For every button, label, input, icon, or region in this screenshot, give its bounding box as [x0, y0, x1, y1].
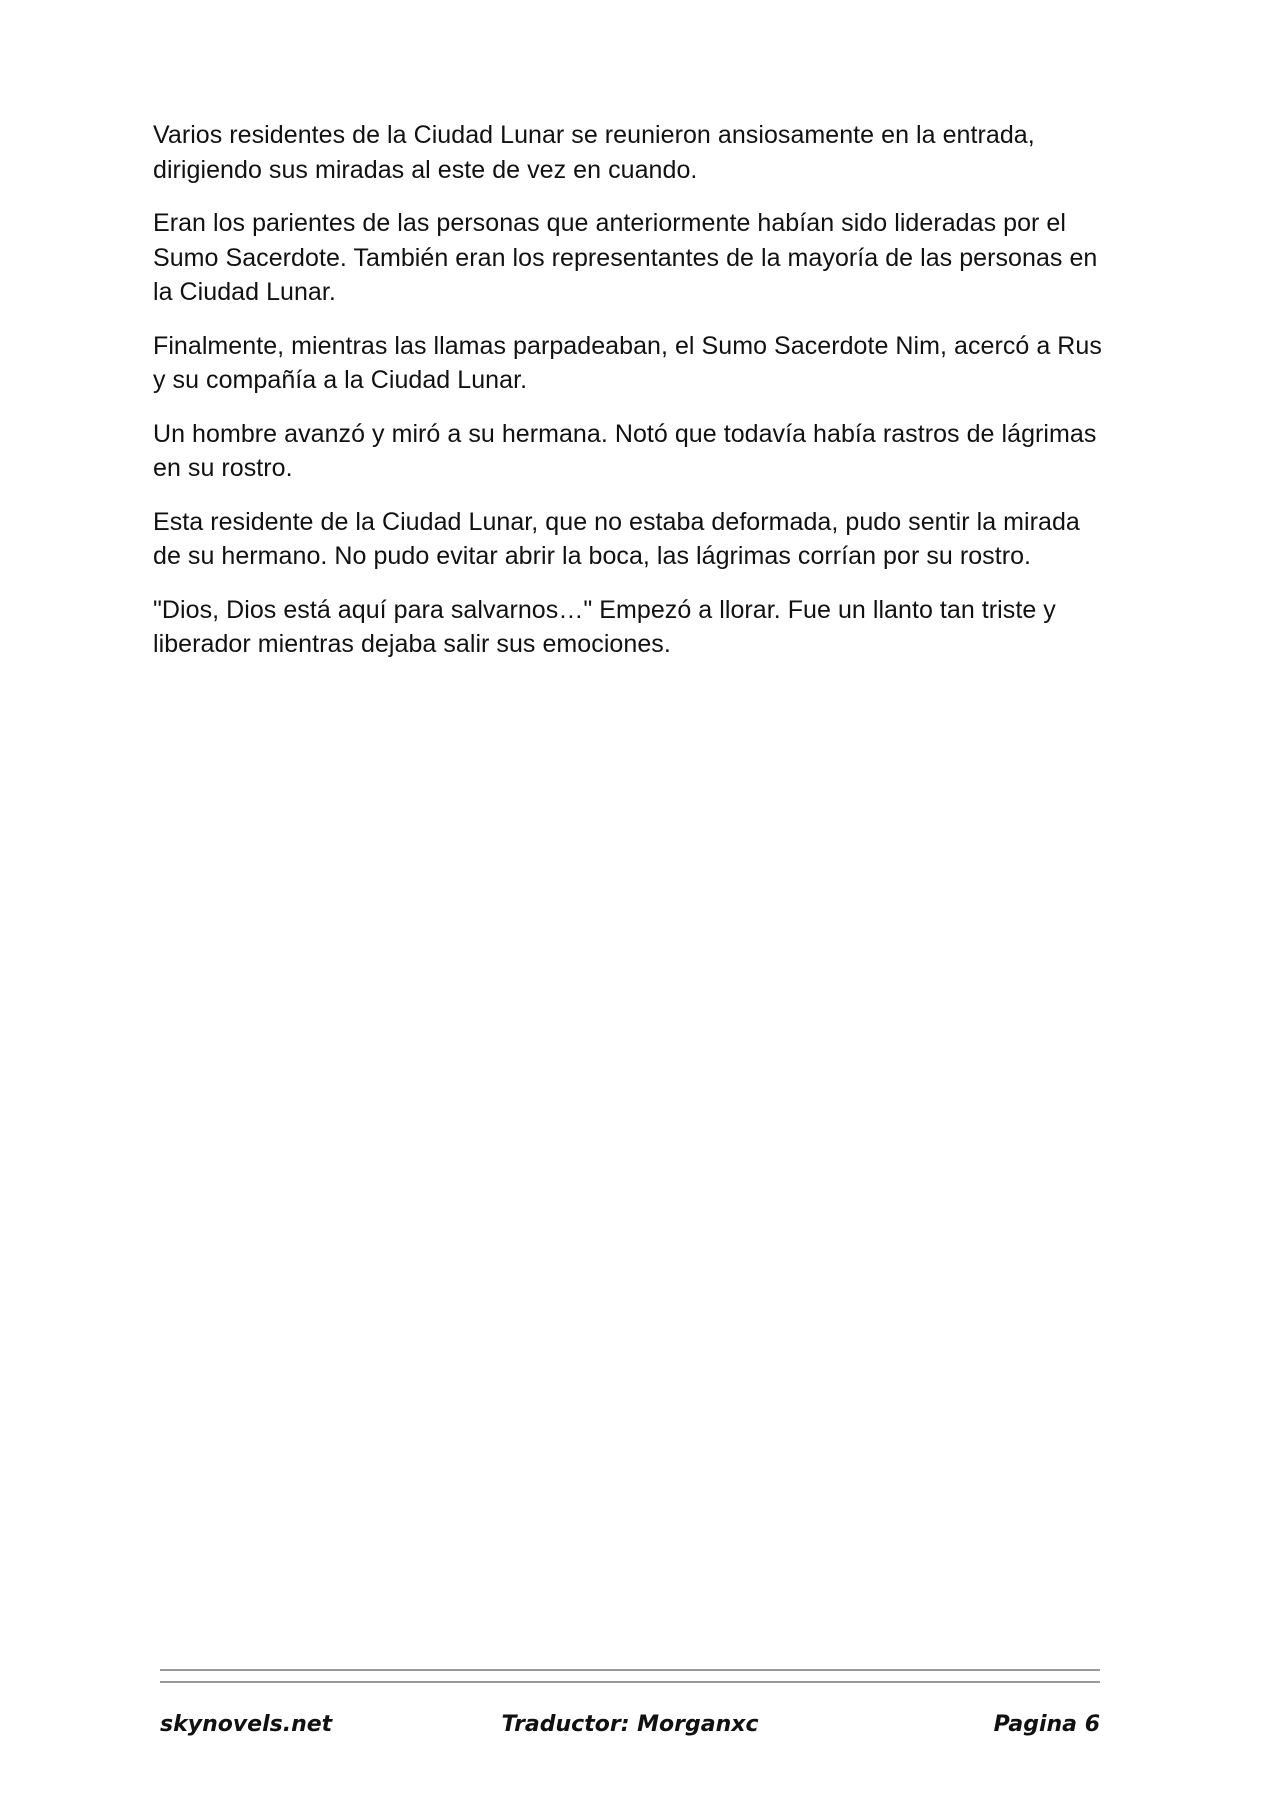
paragraph: Finalmente, mientras las llamas parpadeaban, el Sumo Sacerdote Nim, acercó a Rus y su compañía a la Ciudad Lunar. [153, 331, 1102, 394]
paragraph: Esta residente de la Ciudad Lunar, que no estaba deformada, pudo sentir la mirada de su hermano. No pudo evitar abrir la boca, las lágrimas corrían por su rostro. [153, 507, 1080, 570]
footer-site: skynovels.net [160, 1712, 333, 1737]
footer-divider-bottom [160, 1681, 1100, 1683]
footer-page-number: Pagina 6 [993, 1712, 1100, 1737]
paragraph: Un hombre avanzó y miró a su hermana. Notó que todavía había rastros de lágrimas en su rostro. [153, 419, 1097, 482]
paragraph: Eran los parientes de las personas que anteriormente habían sido lideradas por el Sumo Sacerdote. También eran los representantes de la mayoría de las personas en la Ciudad Lunar. [153, 209, 1098, 306]
paragraph: Varios residentes de la Ciudad Lunar se reunieron ansiosamente en la entrada, dirigiendo sus miradas al este de vez en cuando. [153, 121, 1035, 184]
paragraph: "Dios, Dios está aquí para salvarnos…" Empezó a llorar. Fue un llanto tan triste y liberador mientras dejaba salir sus emociones. [153, 595, 1056, 658]
footer-translator: Traductor: Morganxc [501, 1712, 759, 1737]
document-body [153, 118, 1103, 681]
page-footer [160, 1712, 1100, 1746]
footer-divider-top [160, 1669, 1100, 1671]
